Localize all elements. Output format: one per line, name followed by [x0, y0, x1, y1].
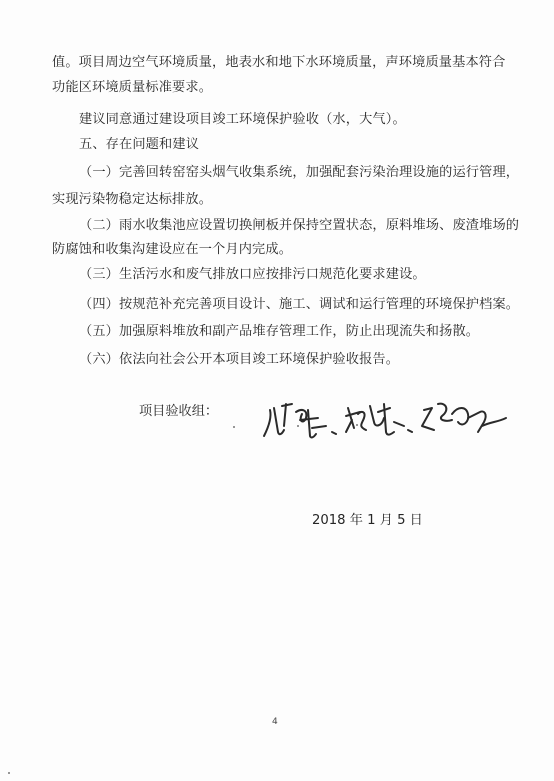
scan-speck	[356, 424, 358, 426]
list-item-continuation: 防腐蚀和收集沟建设应在一个月内完成。	[52, 242, 293, 257]
signature-label: 项目验收组：	[139, 404, 219, 419]
list-item: （一）完善回转窑窑头烟气收集系统，加强配套污染治理设施的运行管理，	[79, 165, 520, 180]
paragraph-line: 功能区环境质量标准要求。	[52, 80, 213, 95]
list-item: （二）雨水收集池应设置切换闸板并保持空置状态，原料堆场、废渣堆场的	[79, 218, 520, 233]
handwritten-signatures	[262, 392, 510, 442]
list-item: （六）依法向社会公开本项目竣工环境保护验收报告。	[79, 352, 400, 367]
scan-speck	[8, 772, 10, 774]
scan-speck	[233, 426, 235, 428]
list-item: （三）生活污水和废气排放口应按排污口规范化要求建设。	[79, 267, 426, 282]
list-item-continuation: 实现污染物稳定达标排放。	[52, 192, 213, 207]
list-item: （五）加强原料堆放和副产品堆存管理工作，防止出现流失和扬散。	[79, 324, 480, 339]
page-number: 4	[272, 717, 278, 727]
document-date: 2018 年 1 月 5 日	[312, 513, 423, 528]
paragraph-line: 值。项目周边空气环境质量，地表水和地下水环境质量，声环境质量基本符合	[52, 55, 506, 70]
scan-speck	[297, 425, 299, 427]
list-item: （四）按规范补充完善项目设计、施工、调试和运行管理的环境保护档案。	[79, 297, 520, 312]
section-heading: 五、存在问题和建议	[79, 137, 200, 152]
paragraph-line: 建议同意通过建设项目竣工环境保护验收（水，大气）。	[79, 112, 406, 127]
